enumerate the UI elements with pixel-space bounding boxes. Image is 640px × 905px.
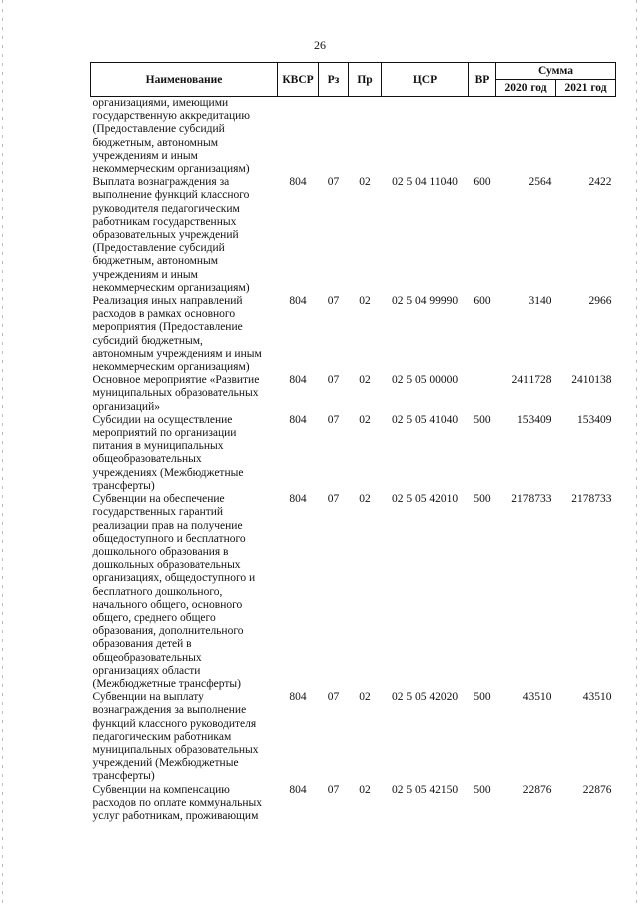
cell-vr: 500 [473, 691, 491, 704]
cell-rz: 07 [327, 374, 340, 387]
row-name-line: услуг работникам, проживающим [92, 809, 259, 822]
row-name-line: автономным учреждениям и иным [92, 347, 262, 360]
table-row [91, 493, 616, 691]
scan-edge-left [2, 0, 3, 905]
row-name [91, 374, 278, 414]
table-row [91, 691, 616, 783]
table-row [91, 784, 616, 824]
cell-y2021: 43510 [582, 691, 612, 704]
cell-y2021: 2410138 [571, 374, 612, 387]
cell-pr: 02 [359, 413, 371, 426]
header-vr: ВР [469, 63, 496, 97]
row-name-line: дошкольных образовательных [92, 559, 241, 572]
cell-y2021 [556, 97, 616, 177]
row-name-line: трансферты) [92, 479, 155, 492]
cell-y2020: 2564 [528, 176, 552, 189]
row-name-line: образовательных учреждений [92, 229, 239, 242]
row-name-line: (Предоставление субсидий [92, 123, 225, 136]
cell-vr: 500 [473, 493, 491, 506]
cell-y2021: 153409 [577, 413, 612, 426]
cell-csr: 02 5 05 42150 [391, 783, 459, 796]
cell-rz: 07 [327, 295, 340, 308]
row-name-line: Субвенции на обеспечение [92, 493, 225, 506]
row-name-line: организациях области [92, 664, 201, 677]
cell-rz: 07 [327, 691, 340, 704]
row-name-line: Субсидии на осуществление [92, 413, 233, 426]
cell-y2020: 2411728 [511, 374, 552, 387]
row-name-line: расходов в рамках основного [92, 308, 236, 321]
cell-pr: 02 [359, 691, 371, 704]
cell-kvsr: 804 [289, 691, 307, 704]
table-row [91, 414, 616, 493]
budget-table-container [90, 62, 615, 823]
cell-y2020: 22876 [522, 783, 552, 796]
cell-kvsr: 804 [289, 374, 307, 387]
row-name-line: общеобразовательных [92, 651, 202, 664]
row-name-line: бесплатного дошкольного, [92, 585, 223, 598]
cell-pr: 02 [359, 493, 371, 506]
header-pr: Пр [349, 63, 382, 97]
row-name [91, 691, 278, 783]
header-name: Наименование [91, 63, 278, 97]
table-row [91, 374, 616, 414]
row-name-line: Субвенции на компенсацию [92, 783, 230, 796]
cell-pr: 02 [359, 295, 371, 308]
cell-csr: 02 5 05 42010 [391, 493, 459, 506]
row-name [91, 176, 278, 295]
cell-vr: 500 [473, 783, 491, 796]
cell-pr [349, 97, 382, 177]
row-name-line: некоммерческим организациям) [92, 163, 250, 176]
row-name-line: расходов по оплате коммунальных [92, 796, 262, 809]
row-name-line: дошкольного образования в [92, 545, 229, 558]
cell-y2020: 3140 [528, 295, 552, 308]
cell-pr: 02 [359, 783, 371, 796]
row-name-line: (Предоставление субсидий [92, 242, 225, 255]
row-name-line: учреждений (Межбюджетные [92, 757, 239, 770]
cell-pr: 02 [359, 374, 371, 387]
cell-rz [319, 97, 349, 177]
row-name-line: муниципальных образовательных [92, 387, 259, 400]
header-2021: 2021 год [556, 80, 616, 97]
table-row [91, 295, 616, 374]
row-name-line: реализации прав на получение [92, 519, 243, 532]
header-csr: ЦСР [382, 63, 469, 97]
row-name-line: мероприятий по организации [92, 427, 237, 440]
row-name-line: государственных гарантий [92, 506, 224, 519]
row-name-line: организациях, общедоступного и [92, 572, 256, 585]
row-name [91, 493, 278, 691]
cell-vr: 600 [473, 295, 491, 308]
row-name-line: начального общего, основного [92, 598, 243, 611]
table-row [91, 176, 616, 295]
row-name-line: (Межбюджетные трансферты) [92, 677, 241, 690]
cell-y2020: 153409 [517, 413, 552, 426]
cell-kvsr [278, 97, 319, 177]
row-name-line: муниципальных образовательных [92, 743, 259, 756]
row-name-line: Субвенции на выплату [92, 691, 204, 704]
cell-csr: 02 5 04 99990 [391, 295, 459, 308]
table-row [91, 97, 616, 177]
table-header [91, 63, 616, 97]
row-name-line: руководителя педагогическим [92, 202, 240, 215]
row-name-line: общеобразовательных [92, 453, 202, 466]
row-name-line: выполнение функций классного [92, 189, 250, 202]
cell-kvsr: 804 [289, 176, 307, 189]
cell-y2021: 2422 [588, 176, 612, 189]
row-name-line: общего, среднего общего [92, 611, 216, 624]
cell-y2020: 2178733 [511, 493, 552, 506]
row-name-line: организаций» [92, 400, 160, 413]
scan-edge-right [636, 0, 637, 905]
row-name-line: Основное мероприятие «Развитие [92, 374, 260, 387]
cell-kvsr: 804 [289, 295, 307, 308]
cell-vr [469, 374, 496, 414]
row-name-line: субсидий бюджетным, [92, 334, 203, 347]
row-name-line: некоммерческим организациям) [92, 281, 250, 294]
row-name [91, 784, 278, 824]
row-name-line: учреждениям и иным [92, 268, 198, 281]
cell-kvsr: 804 [289, 413, 307, 426]
row-name-line: питания в муниципальных [92, 440, 224, 453]
cell-pr: 02 [359, 176, 371, 189]
row-name-line: трансферты) [92, 770, 155, 783]
row-name-line: образования детей в [92, 638, 192, 651]
row-name-line: педагогическим работникам [92, 730, 232, 743]
row-name-line: учреждениях (Межбюджетные [92, 466, 244, 479]
cell-vr: 600 [473, 176, 491, 189]
cell-rz: 07 [327, 493, 340, 506]
cell-rz: 07 [327, 783, 340, 796]
row-name-line: государственную аккредитацию [92, 110, 250, 123]
row-name-line: общедоступного и бесплатного [92, 532, 246, 545]
row-name-line: вознаграждения за выполнение [92, 704, 247, 717]
cell-rz: 07 [327, 413, 340, 426]
row-name-line: функций классного руководителя [92, 717, 257, 730]
table-body [91, 97, 616, 824]
row-name [91, 414, 278, 493]
cell-vr: 500 [473, 413, 491, 426]
row-name-line: Реализация иных направлений [92, 295, 243, 308]
page-number: 26 [314, 38, 326, 52]
row-name-line: мероприятия (Предоставление [92, 321, 243, 334]
cell-rz: 07 [327, 176, 340, 189]
cell-y2021: 2966 [588, 295, 612, 308]
budget-table [90, 62, 616, 823]
header-2020: 2020 год [496, 80, 556, 97]
cell-kvsr: 804 [289, 783, 307, 796]
row-name-line: некоммерческим организациям) [92, 361, 250, 374]
row-name-line: образования, дополнительного [92, 625, 244, 638]
cell-csr: 02 5 05 42020 [391, 691, 459, 704]
row-name-line: бюджетным, автономным [92, 255, 219, 268]
cell-y2021: 22876 [582, 783, 612, 796]
row-name-line: работникам государственных [92, 215, 237, 228]
cell-kvsr: 804 [289, 493, 307, 506]
header-rz: Рз [319, 63, 349, 97]
row-name-line: бюджетным, автономным [92, 136, 219, 149]
header-kvsr: КВСР [278, 63, 319, 97]
cell-csr: 02 5 05 41040 [391, 413, 459, 426]
cell-y2020: 43510 [522, 691, 552, 704]
row-name-line: организациями, имеющими [92, 97, 229, 109]
cell-vr [469, 97, 496, 177]
row-name [91, 295, 278, 374]
header-sum: Сумма [496, 63, 616, 80]
cell-csr: 02 5 05 00000 [391, 374, 459, 387]
row-name-line: учреждениям и иным [92, 149, 198, 162]
cell-csr [382, 97, 469, 177]
cell-csr: 02 5 04 11040 [392, 176, 458, 189]
cell-y2021: 2178733 [571, 493, 612, 506]
cell-y2020 [496, 97, 556, 177]
row-name [91, 97, 278, 177]
row-name-line: Выплата вознаграждения за [92, 176, 230, 189]
